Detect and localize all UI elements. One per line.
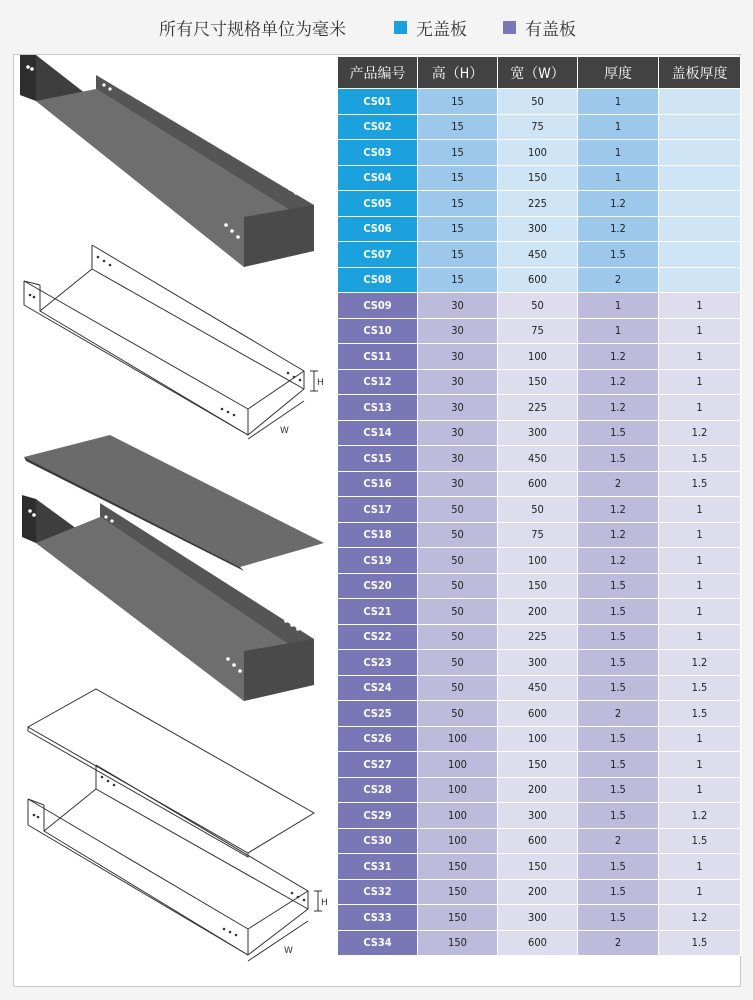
cell-product-code: CS05: [338, 191, 418, 217]
table-row: [338, 446, 741, 472]
cell-height: 50: [418, 497, 498, 523]
cell-width: 300: [498, 803, 578, 829]
cell-width: 300: [498, 650, 578, 676]
cell-cover-thickness: 1: [659, 522, 741, 548]
cell-thickness: 2: [578, 471, 659, 497]
cell-height: 150: [418, 879, 498, 905]
table-row: [338, 420, 741, 446]
cell-width: 75: [498, 318, 578, 344]
cell-height: 30: [418, 318, 498, 344]
legend-label-cover: 有盖板: [525, 19, 576, 40]
table-row: [338, 701, 741, 727]
cell-width: 300: [498, 216, 578, 242]
cell-height: 30: [418, 420, 498, 446]
cell-cover-thickness: 1.2: [659, 905, 741, 931]
table-row: [338, 803, 741, 829]
cell-product-code: CS13: [338, 395, 418, 421]
cell-product-code: CS18: [338, 522, 418, 548]
cell-width: 300: [498, 905, 578, 931]
cell-cover-thickness: [659, 216, 741, 242]
cell-product-code: CS26: [338, 726, 418, 752]
cell-thickness: 2: [578, 930, 659, 956]
cell-height: 150: [418, 930, 498, 956]
cell-width: 100: [498, 344, 578, 370]
cell-product-code: CS08: [338, 267, 418, 293]
cell-product-code: CS09: [338, 293, 418, 319]
tray-dark-no-cover-image: [20, 55, 314, 267]
cell-product-code: CS12: [338, 369, 418, 395]
cell-height: 50: [418, 624, 498, 650]
cell-height: 50: [418, 522, 498, 548]
cell-width: 600: [498, 471, 578, 497]
table-row: [338, 114, 741, 140]
table-row: [338, 599, 741, 625]
cell-cover-thickness: 1: [659, 344, 741, 370]
cell-thickness: 1.2: [578, 497, 659, 523]
cell-height: 30: [418, 293, 498, 319]
width-mark-label-2: W: [284, 946, 293, 956]
cell-height: 100: [418, 777, 498, 803]
cell-thickness: 2: [578, 267, 659, 293]
table-row: [338, 471, 741, 497]
cell-product-code: CS21: [338, 599, 418, 625]
table-row: [338, 905, 741, 931]
cell-cover-thickness: 1.5: [659, 930, 741, 956]
cell-width: 75: [498, 522, 578, 548]
tray-line-no-cover-drawing: [24, 245, 324, 439]
cell-width: 600: [498, 930, 578, 956]
cell-cover-thickness: 1.5: [659, 471, 741, 497]
table-row: [338, 522, 741, 548]
legend-item-no-cover: [394, 15, 467, 40]
table-row: [338, 344, 741, 370]
cell-thickness: 1.2: [578, 369, 659, 395]
header-thickness: 厚度: [578, 57, 659, 89]
header-height: 高（H）: [418, 57, 498, 89]
cell-height: 30: [418, 344, 498, 370]
cell-cover-thickness: 1: [659, 777, 741, 803]
cell-thickness: 1.5: [578, 777, 659, 803]
cell-height: 30: [418, 369, 498, 395]
cell-height: 50: [418, 701, 498, 727]
spec-table: [337, 56, 741, 956]
cell-thickness: 1.5: [578, 854, 659, 880]
cell-product-code: CS20: [338, 573, 418, 599]
cell-cover-thickness: 1: [659, 879, 741, 905]
cell-width: 50: [498, 497, 578, 523]
header-product-code: 产品编号: [338, 57, 418, 89]
cell-thickness: 1.5: [578, 726, 659, 752]
cell-width: 225: [498, 624, 578, 650]
cell-width: 450: [498, 446, 578, 472]
table-row: [338, 242, 741, 268]
cell-thickness: 1.5: [578, 624, 659, 650]
cell-product-code: CS30: [338, 828, 418, 854]
cell-cover-thickness: 1.2: [659, 650, 741, 676]
cell-height: 30: [418, 446, 498, 472]
cell-product-code: CS17: [338, 497, 418, 523]
cell-height: 150: [418, 854, 498, 880]
tray-dark-with-cover-image: [22, 435, 324, 701]
cell-product-code: CS23: [338, 650, 418, 676]
cell-cover-thickness: [659, 267, 741, 293]
cell-height: 100: [418, 752, 498, 778]
cell-cover-thickness: 1: [659, 497, 741, 523]
table-row: [338, 752, 741, 778]
cell-thickness: 2: [578, 701, 659, 727]
cell-height: 50: [418, 573, 498, 599]
cell-width: 450: [498, 242, 578, 268]
header-width: 宽（W）: [498, 57, 578, 89]
cell-product-code: CS32: [338, 879, 418, 905]
cell-width: 200: [498, 777, 578, 803]
table-row: [338, 650, 741, 676]
cell-product-code: CS04: [338, 165, 418, 191]
cell-thickness: 1.5: [578, 420, 659, 446]
cell-cover-thickness: 1: [659, 752, 741, 778]
cell-thickness: 1: [578, 165, 659, 191]
cell-product-code: CS03: [338, 140, 418, 166]
cell-cover-thickness: [659, 242, 741, 268]
cell-height: 15: [418, 114, 498, 140]
cell-width: 150: [498, 165, 578, 191]
cell-thickness: 1.5: [578, 879, 659, 905]
cell-width: 600: [498, 267, 578, 293]
cell-height: 50: [418, 675, 498, 701]
cell-product-code: CS31: [338, 854, 418, 880]
cell-cover-thickness: 1: [659, 624, 741, 650]
cell-product-code: CS34: [338, 930, 418, 956]
legend-swatch-no-cover: [394, 21, 407, 34]
cell-height: 15: [418, 191, 498, 217]
cell-cover-thickness: 1.2: [659, 803, 741, 829]
cell-product-code: CS06: [338, 216, 418, 242]
cell-thickness: 1: [578, 89, 659, 115]
cell-cover-thickness: 1: [659, 293, 741, 319]
legend-item-cover: [503, 15, 576, 40]
cell-cover-thickness: 1.5: [659, 675, 741, 701]
cell-product-code: CS29: [338, 803, 418, 829]
cell-cover-thickness: 1: [659, 318, 741, 344]
cell-product-code: CS14: [338, 420, 418, 446]
cell-width: 300: [498, 420, 578, 446]
spec-table-header-row: [338, 57, 741, 89]
table-row: [338, 216, 741, 242]
cell-cover-thickness: [659, 89, 741, 115]
cell-thickness: 1: [578, 293, 659, 319]
cell-product-code: CS01: [338, 89, 418, 115]
cell-thickness: 1.5: [578, 599, 659, 625]
cell-product-code: CS33: [338, 905, 418, 931]
cell-width: 450: [498, 675, 578, 701]
cell-cover-thickness: [659, 191, 741, 217]
cell-thickness: 1.2: [578, 395, 659, 421]
cell-thickness: 1.5: [578, 573, 659, 599]
header-cover-thickness: 盖板厚度: [659, 57, 741, 89]
table-row: [338, 879, 741, 905]
cell-cover-thickness: 1.5: [659, 446, 741, 472]
cell-height: 100: [418, 726, 498, 752]
cell-cover-thickness: 1: [659, 548, 741, 574]
cell-cover-thickness: 1: [659, 573, 741, 599]
cell-cover-thickness: 1.5: [659, 701, 741, 727]
cell-height: 50: [418, 548, 498, 574]
cell-height: 50: [418, 599, 498, 625]
cell-width: 200: [498, 599, 578, 625]
cell-height: 100: [418, 828, 498, 854]
cell-thickness: 1.2: [578, 522, 659, 548]
cell-cover-thickness: [659, 140, 741, 166]
cell-product-code: CS07: [338, 242, 418, 268]
table-row: [338, 89, 741, 115]
cell-height: 15: [418, 242, 498, 268]
cell-width: 600: [498, 828, 578, 854]
cell-thickness: 1.5: [578, 446, 659, 472]
table-row: [338, 624, 741, 650]
table-row: [338, 140, 741, 166]
cable-tray-illustrations: [14, 55, 336, 986]
table-row: [338, 267, 741, 293]
table-row: [338, 548, 741, 574]
table-row: [338, 930, 741, 956]
cell-thickness: 1.2: [578, 216, 659, 242]
table-row: [338, 726, 741, 752]
cell-width: 200: [498, 879, 578, 905]
cell-height: 15: [418, 89, 498, 115]
cell-thickness: 1.5: [578, 650, 659, 676]
cell-height: 15: [418, 267, 498, 293]
cell-thickness: 1: [578, 140, 659, 166]
legend-bar: [0, 0, 753, 54]
cell-product-code: CS24: [338, 675, 418, 701]
cell-width: 150: [498, 752, 578, 778]
table-row: [338, 573, 741, 599]
cell-height: 30: [418, 395, 498, 421]
cell-width: 600: [498, 701, 578, 727]
cell-height: 150: [418, 905, 498, 931]
table-row: [338, 395, 741, 421]
cell-cover-thickness: 1: [659, 395, 741, 421]
table-row: [338, 293, 741, 319]
cell-product-code: CS16: [338, 471, 418, 497]
cell-width: 150: [498, 369, 578, 395]
table-row: [338, 675, 741, 701]
cell-thickness: 1.5: [578, 242, 659, 268]
cell-product-code: CS22: [338, 624, 418, 650]
height-mark-label: H: [317, 378, 324, 388]
cell-width: 150: [498, 573, 578, 599]
cell-height: 15: [418, 140, 498, 166]
height-mark-label-2: H: [321, 898, 328, 908]
cell-height: 15: [418, 216, 498, 242]
cell-cover-thickness: 1: [659, 726, 741, 752]
units-note: 所有尺寸规格单位为毫米: [159, 19, 346, 40]
cell-cover-thickness: 1: [659, 854, 741, 880]
cell-width: 50: [498, 89, 578, 115]
table-row: [338, 369, 741, 395]
cell-product-code: CS10: [338, 318, 418, 344]
cell-height: 50: [418, 650, 498, 676]
cell-width: 100: [498, 726, 578, 752]
cell-cover-thickness: 1: [659, 599, 741, 625]
table-row: [338, 854, 741, 880]
tray-line-with-cover-drawing: [28, 689, 328, 961]
cell-width: 150: [498, 854, 578, 880]
cell-thickness: 1.5: [578, 675, 659, 701]
cell-thickness: 1.5: [578, 752, 659, 778]
cell-width: 225: [498, 395, 578, 421]
cell-product-code: CS28: [338, 777, 418, 803]
table-row: [338, 318, 741, 344]
cell-thickness: 1.2: [578, 548, 659, 574]
cell-width: 75: [498, 114, 578, 140]
cell-height: 30: [418, 471, 498, 497]
cell-thickness: 1: [578, 114, 659, 140]
width-mark-label: W: [280, 426, 289, 436]
cell-cover-thickness: 1.2: [659, 420, 741, 446]
cell-cover-thickness: [659, 114, 741, 140]
cell-cover-thickness: 1: [659, 369, 741, 395]
legend-label-no-cover: 无盖板: [416, 19, 467, 40]
cell-product-code: CS02: [338, 114, 418, 140]
cell-width: 100: [498, 140, 578, 166]
cell-product-code: CS19: [338, 548, 418, 574]
cell-width: 100: [498, 548, 578, 574]
cell-cover-thickness: [659, 165, 741, 191]
cell-thickness: 1.2: [578, 191, 659, 217]
cell-height: 15: [418, 165, 498, 191]
cell-width: 225: [498, 191, 578, 217]
table-row: [338, 497, 741, 523]
legend-swatch-cover: [503, 21, 516, 34]
cell-cover-thickness: 1.5: [659, 828, 741, 854]
cell-thickness: 1.5: [578, 905, 659, 931]
cell-height: 100: [418, 803, 498, 829]
cell-product-code: CS11: [338, 344, 418, 370]
table-row: [338, 828, 741, 854]
cell-thickness: 1: [578, 318, 659, 344]
cell-product-code: CS27: [338, 752, 418, 778]
cell-thickness: 1.2: [578, 344, 659, 370]
cell-product-code: CS25: [338, 701, 418, 727]
cell-thickness: 1.5: [578, 803, 659, 829]
table-row: [338, 191, 741, 217]
cell-width: 50: [498, 293, 578, 319]
table-row: [338, 777, 741, 803]
table-row: [338, 165, 741, 191]
spec-table-body: [338, 89, 741, 956]
cell-thickness: 2: [578, 828, 659, 854]
cell-product-code: CS15: [338, 446, 418, 472]
